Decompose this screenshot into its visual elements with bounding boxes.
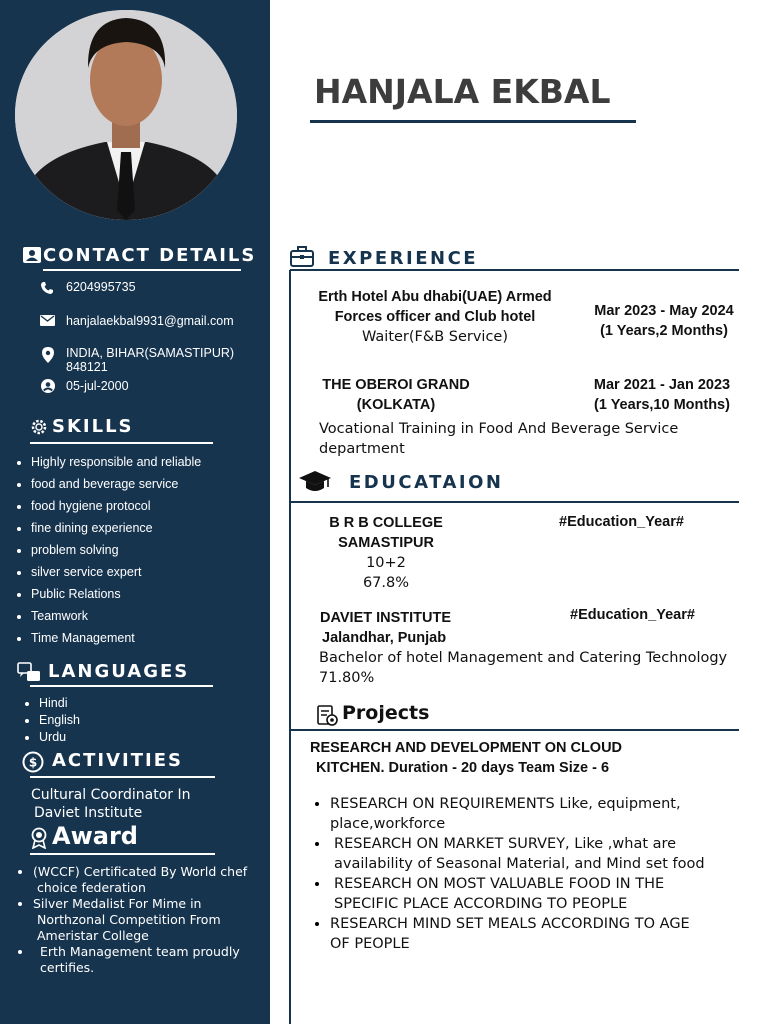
project-task-line: availability of Seasonal Material, and Mind set food: [334, 856, 705, 872]
skill-item: • Public Relations: [31, 587, 261, 609]
skill-item: • Highly responsible and reliable: [31, 455, 261, 477]
edu2-line1: DAVIET INSTITUTE: [320, 610, 452, 626]
graduation-cap-icon: [298, 470, 332, 494]
award-item: [33, 896, 263, 944]
award-item: [33, 944, 263, 976]
job2-dates: [574, 375, 750, 415]
skill-item: • food and beverage service: [31, 477, 261, 499]
edu1-year: #Education_Year#: [559, 514, 684, 530]
project-task-line: • RESEARCH MIND SET MEALS ACCORDING TO AGE: [330, 916, 690, 932]
project-task: [330, 834, 745, 874]
edu2-line2: Jalandhar, Punjab: [322, 630, 447, 646]
svg-text:$: $: [28, 755, 38, 770]
location-icon: [42, 347, 54, 363]
activities-text: [31, 786, 190, 822]
experience-heading: EXPERIENCE: [328, 248, 479, 269]
edu1-line2: SAMASTIPUR: [338, 535, 434, 551]
award-line: Northzonal Competition From: [37, 912, 221, 927]
project-task-line: • RESEARCH ON MOST VALUABLE FOOD IN THE: [334, 876, 665, 892]
edu1-block: [300, 513, 472, 593]
job1-date: Mar 2023 - May 2024: [594, 303, 734, 319]
job2-line1: THE OBEROI GRAND: [322, 377, 470, 393]
job1-company: [300, 287, 570, 347]
activities-line1: Cultural Coordinator In: [31, 787, 191, 803]
activities-line2: Daviet Institute: [34, 805, 143, 821]
phone-icon: [40, 281, 54, 295]
skill-item: • fine dining experience: [31, 521, 261, 543]
project-task-line: OF PEOPLE: [330, 936, 410, 952]
address-line2: 848121: [66, 360, 108, 374]
award-heading: Award: [52, 822, 138, 850]
user-icon: [41, 379, 55, 393]
job1-line1: Erth Hotel Abu dhabi(UAE) Armed: [318, 289, 552, 305]
medal-icon: [22, 751, 44, 773]
experience-divider: [290, 269, 739, 271]
contact-heading: CONTACT DETAILS: [43, 245, 257, 266]
award-line: • (WCCF) Certificated By World chef: [33, 864, 248, 879]
contact-divider: [43, 269, 241, 271]
skills-heading: SKILLS: [52, 416, 134, 437]
date-of-birth: 05-jul-2000: [66, 379, 129, 393]
email-address: hanjalaekbal9931@gmail.com: [66, 314, 234, 328]
job2-duration: (1 Years,10 Months): [594, 397, 730, 413]
edu1-degree: 10+2: [366, 555, 406, 571]
briefcase-icon: [290, 245, 314, 267]
edu2-degree: Bachelor of hotel Management and Catering Technology: [319, 650, 728, 666]
gear-icon: [30, 418, 48, 436]
languages-divider: [30, 685, 213, 687]
award-icon: [30, 827, 48, 849]
skill-item: • problem solving: [31, 543, 261, 565]
phone-number: 6204995735: [66, 280, 136, 294]
edu1-score: 67.8%: [362, 575, 410, 591]
project-task: [330, 874, 745, 914]
award-line: • Silver Medalist For Mime in: [33, 896, 202, 911]
job1-dates: [576, 301, 752, 341]
project-title: [310, 738, 750, 778]
job1-duration: (1 Years,2 Months): [600, 323, 728, 339]
project-task: [330, 794, 745, 834]
job1-role: Waiter(F&B Service): [362, 329, 508, 345]
education-heading: EDUCATAION: [349, 472, 504, 493]
job2-desc-line1: Vocational Training in Food And Beverage Service: [319, 421, 679, 437]
project-task-line: • RESEARCH ON REQUIREMENTS Like, equipment,: [330, 796, 681, 812]
activities-heading: ACTIVITIES: [52, 750, 183, 771]
edu2-score: 71.80%: [319, 670, 375, 686]
project-icon: [317, 705, 339, 727]
project-title-line1: RESEARCH AND DEVELOPMENT ON CLOUD: [310, 740, 623, 756]
languages-heading: LANGUAGES: [48, 661, 190, 682]
job2-line2: (KOLKATA): [356, 397, 436, 413]
skill-item: • Time Management: [31, 631, 261, 653]
skill-item: • silver service expert: [31, 565, 261, 587]
project-task: [330, 914, 745, 954]
projects-heading: Projects: [342, 702, 430, 724]
contact-icon: [23, 247, 41, 263]
skill-item: • food hygiene protocol: [31, 499, 261, 521]
address-line1: INDIA, BIHAR(SAMASTIPUR): [66, 346, 235, 360]
education-divider: [290, 501, 739, 503]
job2-date: Mar 2021 - Jan 2023: [593, 377, 731, 393]
languages-list: [39, 696, 80, 747]
award-line: • Erth Management team proudly: [40, 944, 240, 959]
edu2-details: [319, 648, 731, 688]
award-line: Ameristar College: [37, 928, 149, 943]
language-item: • Hindi: [39, 696, 80, 713]
edu2-year: #Education_Year#: [570, 607, 695, 623]
language-item: • English: [39, 713, 80, 730]
job2-description: [319, 419, 729, 459]
activities-divider: [30, 776, 215, 778]
award-line: choice federation: [37, 880, 146, 895]
award-item: [33, 864, 263, 896]
language-item: • Urdu: [39, 730, 80, 747]
job1-line2: Forces officer and Club hotel: [334, 309, 536, 325]
project-tasks: [330, 794, 745, 954]
edu2-block: [320, 608, 451, 648]
profile-photo: [15, 10, 237, 220]
main-vertical-line: [289, 270, 291, 1024]
project-task-line: • RESEARCH ON MARKET SURVEY, Like ,what are: [334, 836, 677, 852]
project-task-line: place,workforce: [330, 816, 446, 832]
skill-item: • Teamwork: [31, 609, 261, 631]
award-divider: [30, 853, 215, 855]
page-title: HANJALA EKBAL: [314, 72, 611, 111]
skills-divider: [30, 442, 213, 444]
award-list: [33, 864, 263, 976]
title-underline: [310, 120, 636, 123]
skills-list: [31, 455, 261, 653]
project-title-line2: KITCHEN. Duration - 20 days Team Size - 6: [316, 760, 610, 776]
projects-divider: [290, 729, 739, 731]
email-icon: [40, 315, 55, 326]
project-task-line: SPECIFIC PLACE ACCORDING TO PEOPLE: [334, 896, 628, 912]
address: [66, 346, 234, 374]
job2-company: [300, 375, 492, 415]
language-icon: [17, 662, 41, 684]
edu1-line1: B R B COLLEGE: [329, 515, 443, 531]
job2-desc-line2: department: [319, 441, 405, 457]
award-line: certifies.: [40, 960, 95, 975]
sidebar: [0, 0, 270, 1024]
